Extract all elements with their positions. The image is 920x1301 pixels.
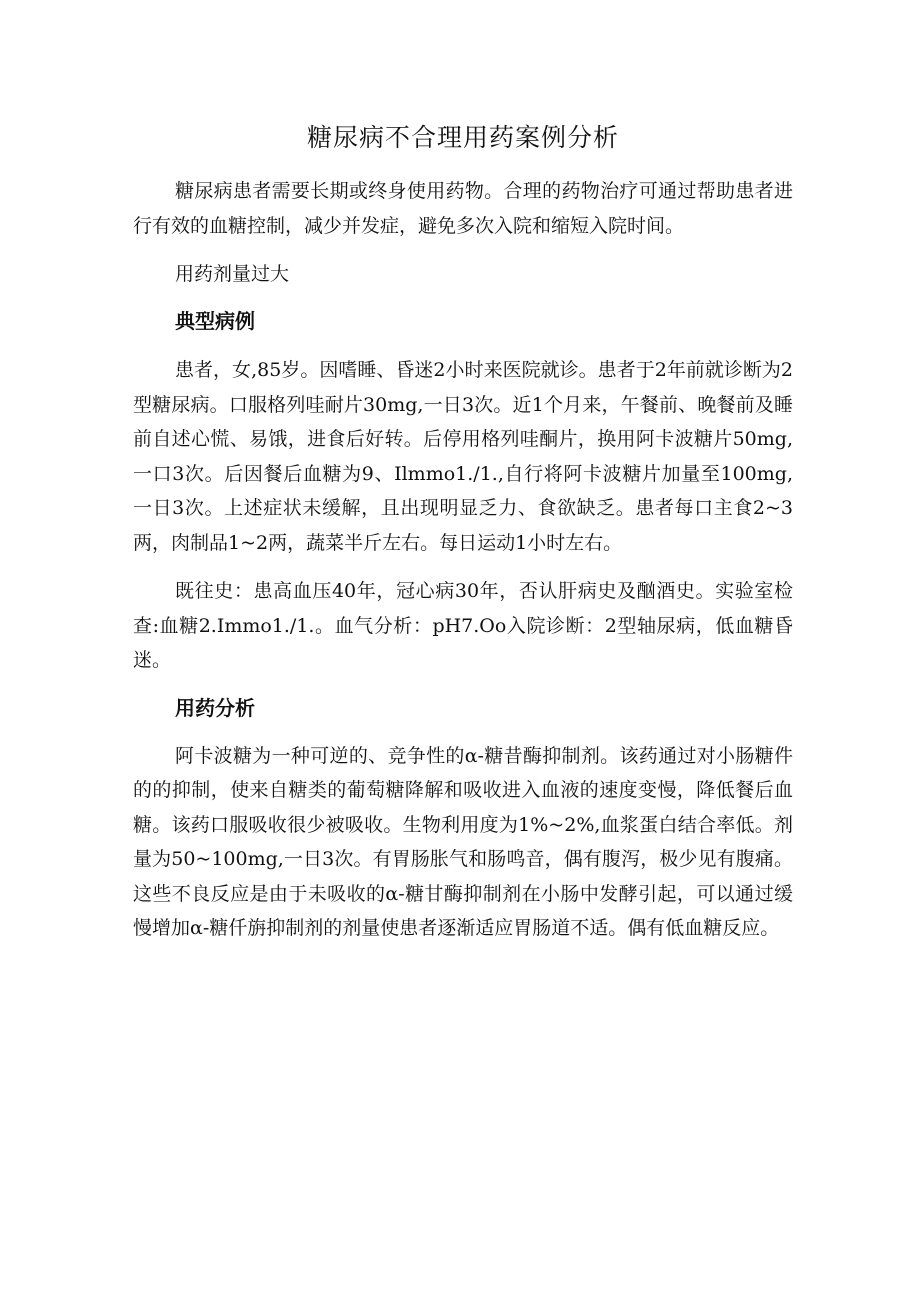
analysis-heading: 用药分析 — [175, 695, 255, 720]
case-paragraph: 患者，女,85岁。因嗜睡、昏迷2小时来医院就诊。患者于2年前就诊断为2型糖尿病。口服格列哇耐片30mg,一日3次。近1个月来，午餐前、晚餐前及睡前自述心慌、易饿，进食后好转。后停用格列哇酮片，换用阿卡波糖片50mg,一口3次。后因餐后血糖为9、Ilmmo1./1.,自行将阿卡波糖片加量至100mg,一日3次。上述症状未缓解，且出现明显乏力、食欲缺乏。患者每口主食2~3两，肉制品1~2两，蔬菜半斤左右。每日运动1小时左右。 — [133, 359, 793, 554]
document-body — [133, 116, 793, 946]
analysis-paragraph: 阿卡波糖为一种可逆的、竞争性的α-糖昔酶抑制剂。该药通过对小肠糖件的的抑制，使来自糖类的葡萄糖降解和吸收进入血液的速度变慢，降低餐后血糖。该药口服吸收很少被吸收。生物利用度为1%~2%,血浆蛋白结合率低。剂量为50~100mg,一日3次。有胃肠胀气和肠鸣音，偶有腹泻，极少见有腹痛。这些不良反应是由于未吸收的α-糖甘酶抑制剂在小肠中发酵引起，可以通过缓慢增加α-糖仟旃抑制剂的剂量使患者逐渐适应胃肠道不适。偶有低血糖反应。 — [133, 744, 793, 939]
dosage-subheading: 用药剂量过大 — [175, 263, 290, 285]
history-paragraph: 既往史：患高血压40年，冠心病30年，否认肝病史及酗酒史。实验室检查:血糖2.Immo1./1.。血气分析：pH7.Oo入院诊断：2型轴尿病，低血糖昏迷。 — [133, 580, 793, 671]
intro-paragraph: 糖尿病患者需要长期或终身使用药物。合理的药物治疗可通过帮助患者进行有效的血糖控制，减少并发症，避免多次入院和缩短入院时间。 — [133, 180, 793, 237]
case-heading: 典型病例 — [175, 309, 255, 333]
document-title: 糖尿病不合理用药案例分析 — [306, 123, 619, 152]
